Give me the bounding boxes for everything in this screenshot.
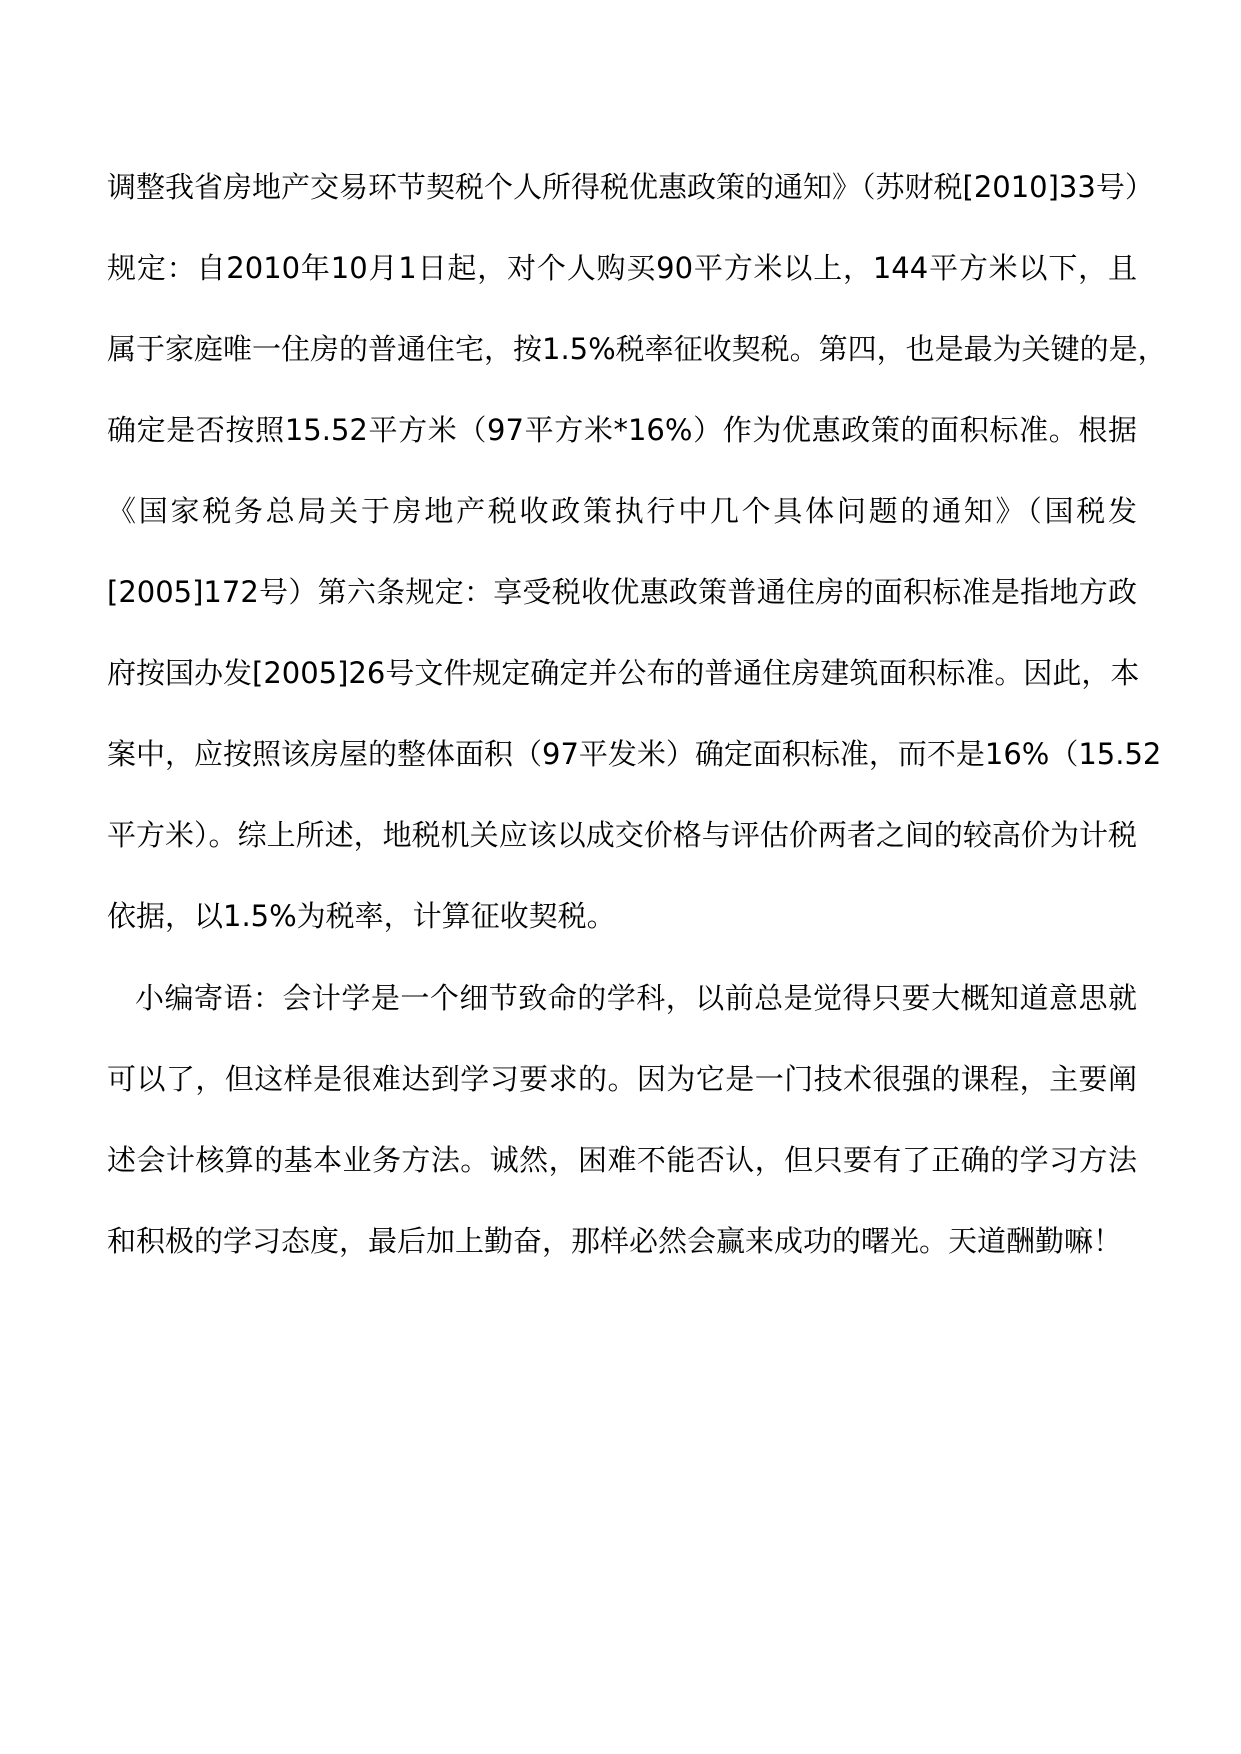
text-line: 府按国办发[2005]26号文件规定确定并公布的普通住房建筑面积标准。因此，本 [107, 656, 1140, 690]
text-line: 述会计核算的基本业务方法。诚然，困难不能否认，但只要有了正确的学习方法 [107, 1143, 1137, 1177]
text-line: 可以了，但这样是很难达到学习要求的。因为它是一门技术很强的课程，主要阐 [107, 1062, 1137, 1096]
text-line: 《国家税务总局关于房地产税收政策执行中几个具体问题的通知》（国税发 [107, 494, 1137, 528]
text-line: 调整我省房地产交易环节契税个人所得税优惠政策的通知》（苏财税[2010]33号） [107, 170, 1154, 204]
text-line: 规定：自2010年10月1日起，对个人购买90平方米以上，144平方米以下，且 [107, 251, 1137, 285]
text-line: 小编寄语：会计学是一个细节致命的学科，以前总是觉得只要大概知道意思就 [135, 981, 1137, 1015]
text-line: 平方米）。综上所述，地税机关应该以成交价格与评估价两者之间的较高价为计税 [107, 818, 1137, 852]
text-line: 依据，以1.5%为税率，计算征收契税。 [107, 899, 616, 933]
text-line: 确定是否按照15.52平方米（97平方米*16%）作为优惠政策的面积标准。根据 [107, 413, 1137, 447]
text-line: 和积极的学习态度，最后加上勤奋，那样必然会赢来成功的曙光。天道酬勤嘛！ [107, 1224, 1123, 1258]
paragraph-editor-note [107, 958, 1137, 1282]
text-line: 属于家庭唯一住房的普通住宅，按1.5%税率征收契税。第四，也是最为关键的是， [107, 332, 1167, 366]
text-line: 案中，应按照该房屋的整体面积（97平发米）确定面积标准，而不是16%（15.52 [107, 737, 1162, 771]
paragraph-tax-policy [107, 147, 1167, 957]
text-line: [2005]172号）第六条规定：享受税收优惠政策普通住房的面积标准是指地方政 [107, 575, 1137, 609]
